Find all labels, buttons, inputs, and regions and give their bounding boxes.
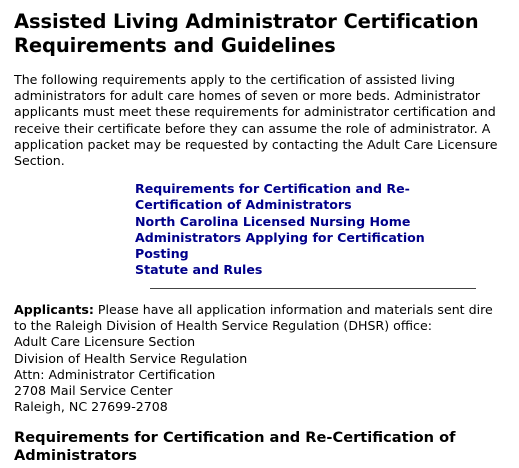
section-divider [150,288,476,289]
link-statute-and-rules[interactable]: Statute and Rules [135,262,263,278]
applicants-line-1 [14,302,519,318]
link-item-requirements [135,181,435,214]
section-heading-line-2: Administrators [14,447,137,464]
applicants-label: Applicants: [14,302,94,317]
page-link-list [135,181,435,279]
intro-line: Section. [14,153,65,169]
intro-line: administrators for adult care homes of seven or more beds. Administrator [14,88,481,104]
link-requirements-line-2[interactable]: Certification of Administrators [135,197,352,213]
link-item-nursing-home [135,214,435,247]
address-line: Adult Care Licensure Section [14,334,196,350]
address-line: Raleigh, NC 27699-2708 [14,399,168,415]
link-nursing-home-line-2[interactable]: Administrators Applying for Certification [135,229,425,245]
link-item-statute [135,262,435,278]
address-line: 2708 Mail Service Center [14,383,173,399]
section-heading-requirements [14,429,514,465]
intro-line: application packet may be requested by contacting the Adult Care Licensure [14,136,498,152]
address-line: Division of Health Service Regulation [14,350,248,366]
link-requirements-line-1[interactable]: Requirements for Certification and Re- [135,181,410,196]
page-title-line-2: Requirements and Guidelines [14,34,336,57]
page-title-line-1: Assisted Living Administrator Certification [14,10,479,33]
applicants-paragraph [14,302,519,415]
address-line: Attn: Administrator Certification [14,366,216,382]
intro-line: The following requirements apply to the certification of assisted living [14,72,455,87]
link-nursing-home-line-1[interactable]: North Carolina Licensed Nursing Home [135,213,411,229]
intro-line: receive their certificate before they can assume the role of administrator. A [14,120,491,136]
section-heading-line-1: Requirements for Certification and Re-Certification of [14,429,456,446]
page-title [14,10,514,58]
link-posting[interactable]: Posting [135,246,189,262]
intro-line: applicants must meet these requirements for administrator certification and [14,104,496,120]
link-item-posting [135,246,435,262]
applicants-line-1-text: Please have all application information and materials sent dire [93,302,493,317]
applicants-line: to the Raleigh Division of Health Service Regulation (DHSR) office: [14,318,432,334]
intro-paragraph [14,72,519,169]
